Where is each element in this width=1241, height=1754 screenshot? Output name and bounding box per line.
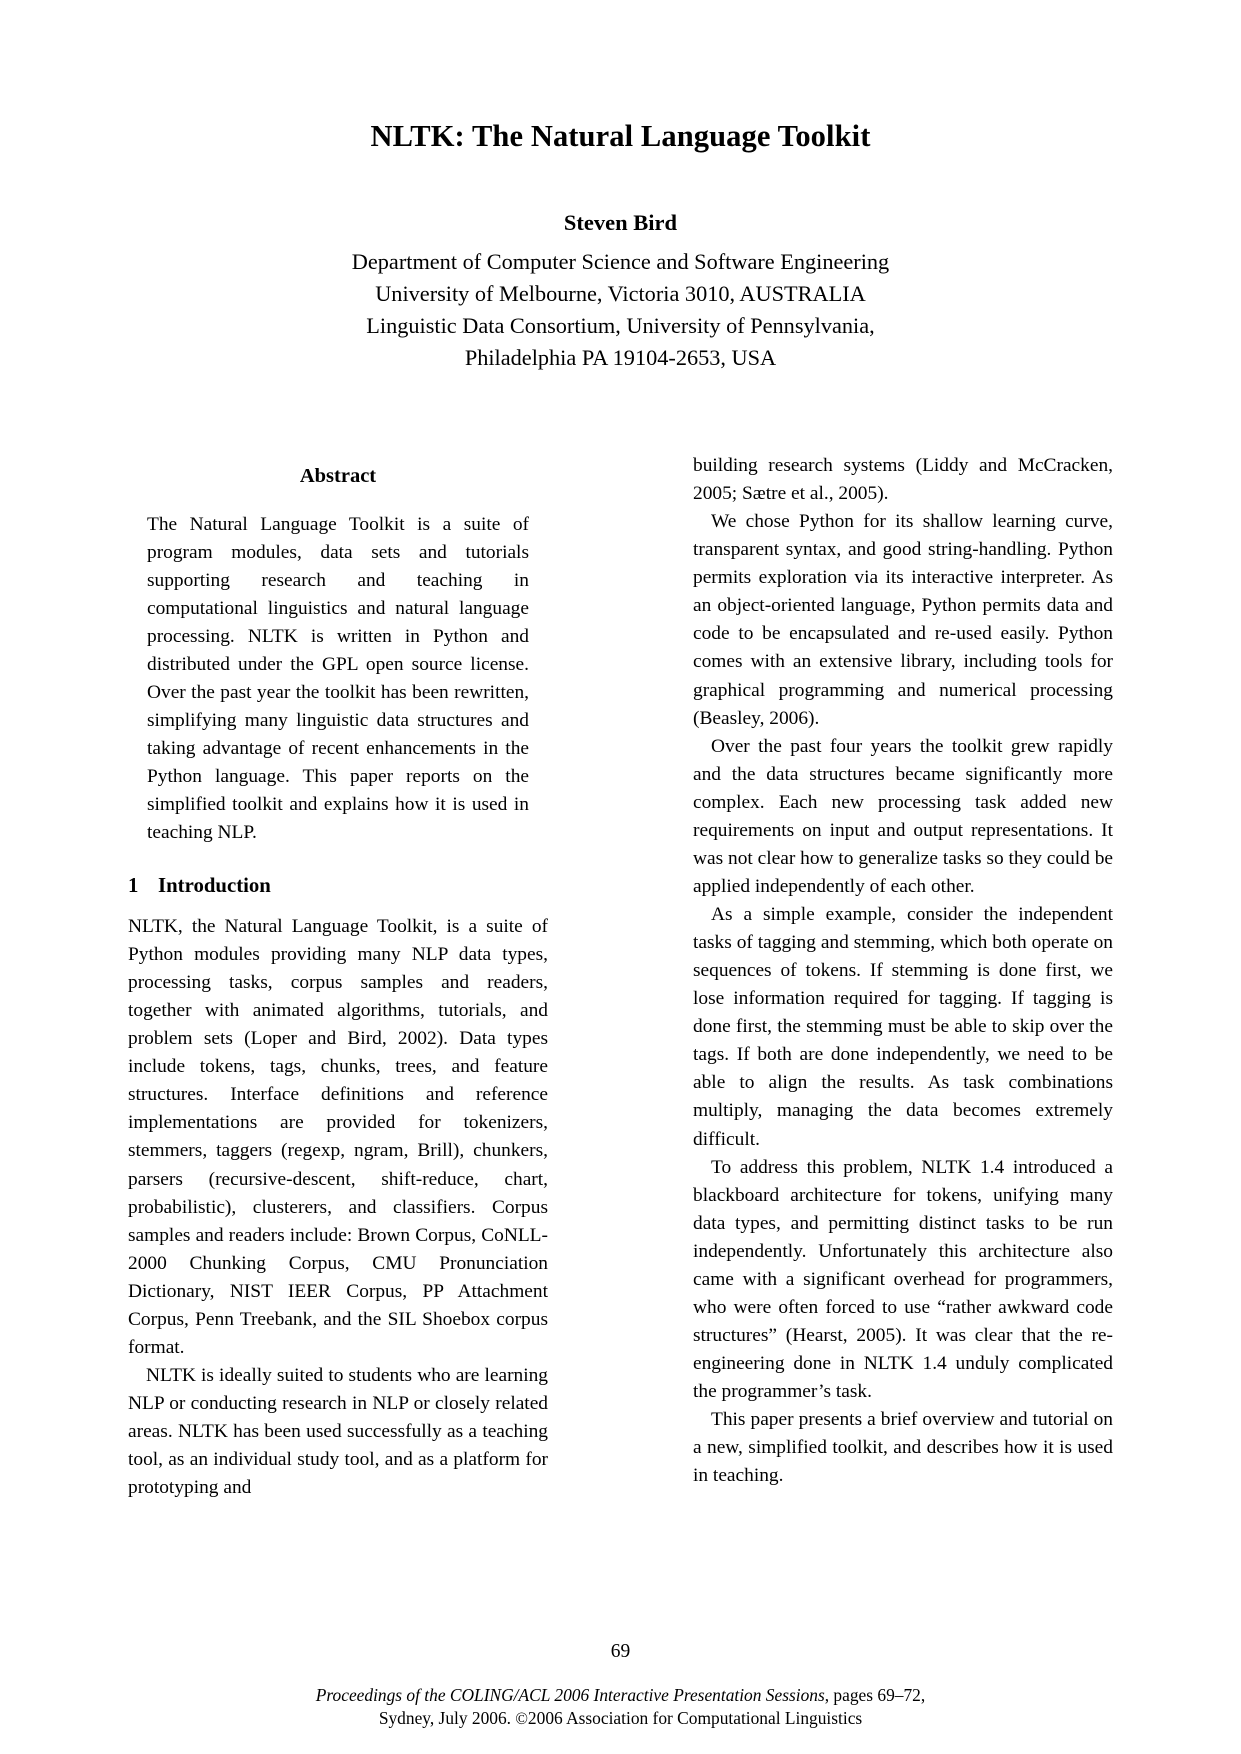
intro-paragraph-5: As a simple example, consider the independent tasks of tagging and stemming, which both operate on sequences of tokens. If stemming is done first, we lose information required for tagging. If tagging is done first, the stemming must be able to skip over the tags. If both are done independently, we need to be able to align the results. As task combinations multiply, managing the data becomes extremely difficult. xyxy=(693,904,1113,1150)
intro-paragraph-6: To address this problem, NLTK 1.4 introduced a blackboard architecture for tokens, unifying many data types, and permitting distinct tasks to be run independently. Unfortunately this architecture also came with a significant overhead for programmers, who were often forced to use “rather awkward code structures” (Hearst, 2005). It was clear that the re-engineering done in NLTK 1.4 unduly complicated the programmer’s task. xyxy=(693,1156,1113,1403)
footer-note xyxy=(0,1684,1241,1730)
right-column xyxy=(693,452,1113,1490)
footer-proceedings-line xyxy=(0,1684,1241,1707)
intro-paragraph-1: NLTK, the Natural Language Toolkit, is a suite of Python modules providing many NLP data types, processing tasks, corpus samples and readers, together with animated algorithms, tutorials, and problem sets (Loper and Bird, 2002). Data types include tokens, tags, chunks, trees, and feature structures. Interface definitions and reference implementations are provided for tokenizers, stemmers, taggers (regexp, ngram, Brill), chunkers, parsers (recursive-descent, shift-reduce, chart, probabilistic), clusterers, and classifiers. Corpus samples and readers include: Brown Corpus, CoNLL-2000 Chunking Corpus, CMU Pronunciation Dictionary, NIST IEER Corpus, PP Attachment Corpus, Penn Treebank, and the SIL Shoebox corpus format. xyxy=(128,915,548,1358)
affiliation-line-4: Philadelphia PA 19104-2653, USA xyxy=(464,345,777,370)
affiliation-line-2: University of Melbourne, Victoria 3010, AUSTRALIA xyxy=(375,281,866,307)
section-number: 1 xyxy=(128,873,139,897)
page-title: NLTK: The Natural Language Toolkit xyxy=(370,119,871,153)
footer-venue-line xyxy=(0,1707,1241,1730)
footer-pages: , pages 69–72, xyxy=(824,1685,926,1705)
intro-paragraph-7: This paper presents a brief overview and tutorial on a new, simplified toolkit, and describes how it is used in teaching. xyxy=(693,1409,1113,1487)
section-title: Introduction xyxy=(158,873,271,897)
abstract-heading: Abstract xyxy=(299,465,377,487)
footer-venue-suffix: 2006 Association for Computational Linguistics xyxy=(527,1707,863,1728)
affiliation-line-3: Linguistic Data Consortium, University of Pennsylvania, xyxy=(366,313,875,339)
left-column xyxy=(128,452,548,1502)
title-block xyxy=(128,118,1113,155)
copyright-icon: © xyxy=(515,1708,528,1728)
intro-paragraph-2-continued: building research systems (Liddy and McCracken, 2005; Sætre et al., 2005). xyxy=(693,455,1113,505)
footer-proceedings-title: Proceedings of the COLING/ACL 2006 Interactive Presentation Sessions xyxy=(315,1685,825,1705)
abstract-block xyxy=(147,464,529,847)
intro-paragraph-2: NLTK is ideally suited to students who are learning NLP or conducting research in NLP or closely related areas. NLTK has been used successfully as a teaching tool, as an individual study tool, and as a platform for prototyping and xyxy=(128,1364,548,1499)
footer-venue-prefix: Sydney, July 2006. xyxy=(378,1707,516,1728)
page-number: 69 xyxy=(610,1641,631,1662)
intro-paragraph-3: We chose Python for its shallow learning curve, transparent syntax, and good string-handling. Python permits exploration via its interactive interpreter. As an object-oriented language, Python permits data and code to be encapsulated and re-used easily. Python comes with an extensive library, including tools for graphical programming and numerical processing (Beasley, 2006). xyxy=(693,511,1113,729)
body-columns xyxy=(128,452,1113,1499)
intro-paragraph-4: Over the past four years the toolkit grew rapidly and the data structures became significantly more complex. Each new processing task added new requirements on input and output representations. It was not clear how to generalize tasks so they could be applied independently of each other. xyxy=(693,735,1113,897)
section-heading-introduction xyxy=(128,873,548,899)
affiliation-line-1: Department of Computer Science and Software Engineering xyxy=(351,249,890,275)
author-block xyxy=(128,208,1113,374)
author-name: Steven Bird xyxy=(563,210,678,235)
abstract-text: The Natural Language Toolkit is a suite of program modules, data sets and tutorials supporting research and teaching in computational linguistics and natural language processing. NLTK is written in Python and distributed under the GPL open source license. Over the past year the toolkit has been rewritten, simplifying many linguistic data structures and taking advantage of recent enhancements in the Python language. This paper reports on the simplified toolkit and explains how it is used in teaching NLP. xyxy=(147,513,529,843)
